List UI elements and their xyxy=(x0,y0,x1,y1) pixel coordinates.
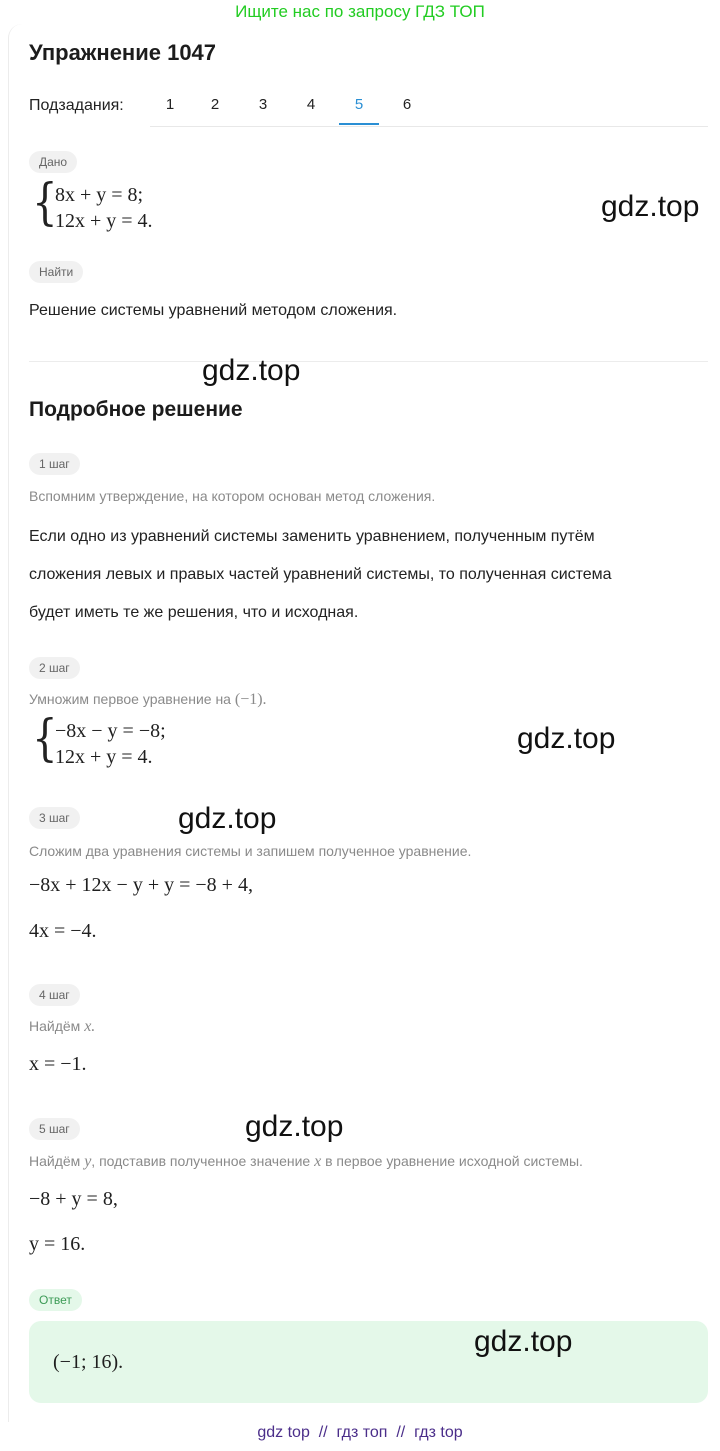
given-badge: Дано xyxy=(29,151,77,173)
answer-box xyxy=(29,1321,708,1403)
step-5-hint xyxy=(29,1153,583,1171)
step-2-badge: 2 шаг xyxy=(29,657,80,679)
tab-1[interactable]: 1 xyxy=(165,96,175,113)
step-2-eq-2: 12x + y = 4. xyxy=(55,746,153,768)
page-title: Упражнение 1047 xyxy=(29,40,217,65)
footer-separator: // xyxy=(396,1424,406,1441)
hint-var: y xyxy=(84,1153,92,1170)
answer-value: (−1; 16). xyxy=(53,1351,124,1373)
hint-text: Умножим первое уравнение на xyxy=(29,691,231,707)
tab-4[interactable]: 4 xyxy=(306,96,316,113)
paragraph-line: сложения левых и правых частей уравнений системы, то полученная система xyxy=(29,566,612,583)
step-5-eq-2: y = 16. xyxy=(29,1233,86,1255)
footer-links xyxy=(0,1424,720,1442)
footer-link-gdz-top[interactable]: gdz top xyxy=(257,1424,310,1441)
step-5-eq-1: −8 + y = 8, xyxy=(29,1188,118,1210)
answer-badge: Ответ xyxy=(29,1289,82,1311)
hint-text: Найдём xyxy=(29,1018,81,1034)
watermark: gdz.top xyxy=(474,1325,573,1358)
hint-text: Найдём xyxy=(29,1153,81,1169)
tab-5[interactable]: 5 xyxy=(339,88,379,125)
step-2-hint xyxy=(29,691,267,709)
subtasks-label: Подзадания: xyxy=(29,97,124,114)
hint-math: x. xyxy=(84,1018,96,1035)
watermark: gdz.top xyxy=(178,802,277,835)
step-1-hint: Вспомним утверждение, на котором основан метод сложения. xyxy=(29,488,436,504)
step-3-eq-2: 4x = −4. xyxy=(29,920,97,942)
hint-text: , подставив полученное значение xyxy=(91,1153,311,1169)
divider xyxy=(29,361,708,362)
subtask-tabs xyxy=(150,88,708,127)
footer-link-gdz-top-ru[interactable]: гдз топ xyxy=(336,1424,388,1441)
step-4-hint xyxy=(29,1018,95,1036)
given-eq-1: 8x + y = 8; xyxy=(55,184,144,206)
find-badge: Найти xyxy=(29,261,83,283)
footer-link-gdz-top-mixed[interactable]: гдз top xyxy=(414,1424,463,1441)
tab-3[interactable]: 3 xyxy=(258,96,268,113)
given-system xyxy=(29,173,329,242)
step-4-eq-1: x = −1. xyxy=(29,1053,87,1075)
paragraph-line: будет иметь те же решения, что и исходная. xyxy=(29,604,359,621)
paragraph-line: Если одно из уравнений системы заменить уравнением, полученным путём xyxy=(29,528,595,545)
step-3-eq-1: −8x + 12x − y + y = −8 + 4, xyxy=(29,874,253,896)
search-banner: Ищите нас по запросу ГДЗ ТОП xyxy=(235,2,485,21)
tab-2[interactable]: 2 xyxy=(210,96,220,113)
watermark: gdz.top xyxy=(517,722,616,755)
find-text: Решение системы уравнений методом сложения. xyxy=(29,302,398,319)
given-eq-2: 12x + y = 4. xyxy=(55,210,153,232)
step-4-badge: 4 шаг xyxy=(29,984,80,1006)
watermark: gdz.top xyxy=(601,190,700,223)
watermark: gdz.top xyxy=(202,354,301,387)
hint-text: в первое уравнение исходной системы. xyxy=(325,1153,583,1169)
step-1-badge: 1 шаг xyxy=(29,453,80,475)
tab-6[interactable]: 6 xyxy=(402,96,412,113)
brace-icon: { xyxy=(32,173,58,231)
step-3-badge: 3 шаг xyxy=(29,807,80,829)
step-3-hint: Сложим два уравнения системы и запишем полученное уравнение. xyxy=(29,843,472,859)
step-1-paragraph xyxy=(29,518,612,632)
watermark: gdz.top xyxy=(245,1110,344,1143)
footer-separator: // xyxy=(318,1424,328,1441)
step-2-eq-1: −8x − y = −8; xyxy=(55,720,166,742)
hint-var: x xyxy=(314,1153,322,1170)
step-2-system xyxy=(29,709,329,778)
step-5-badge: 5 шаг xyxy=(29,1118,80,1140)
brace-icon: { xyxy=(32,709,58,767)
hint-math: (−1). xyxy=(234,691,267,708)
solution-title: Подробное решение xyxy=(29,398,243,421)
